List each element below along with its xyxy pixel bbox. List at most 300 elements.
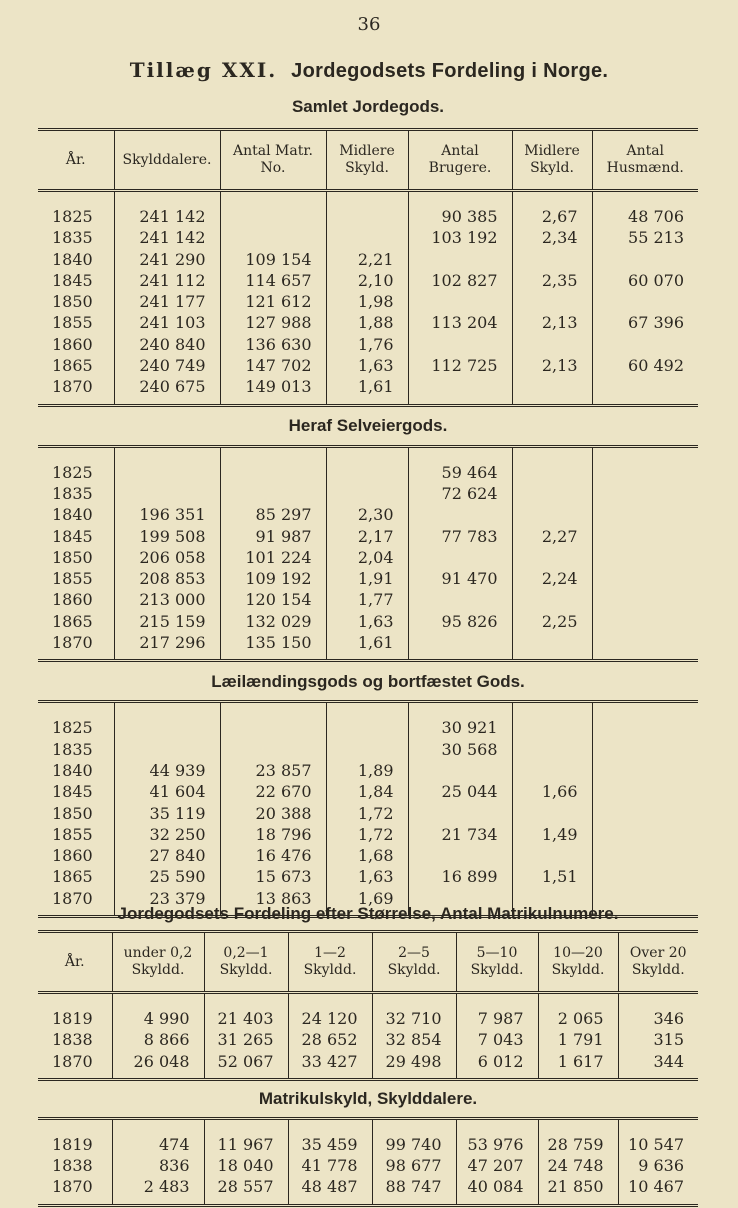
table-cell: 53 976 bbox=[456, 1134, 538, 1155]
table-cell: 1,61 bbox=[326, 632, 408, 653]
table-cell bbox=[592, 504, 698, 525]
table-cell: 213 000 bbox=[114, 589, 220, 610]
table-cell: 2,67 bbox=[512, 206, 592, 227]
column-header: Antal Matr. No. bbox=[220, 130, 326, 191]
table-cell: 149 013 bbox=[220, 376, 326, 397]
table-cell bbox=[408, 845, 512, 866]
table-cell: 47 207 bbox=[456, 1155, 538, 1176]
year-cell: 1870 bbox=[52, 377, 93, 397]
table-cell bbox=[326, 227, 408, 248]
table-cell: 28 652 bbox=[288, 1029, 372, 1050]
table-cell bbox=[408, 547, 512, 568]
table-cell: 2,35 bbox=[512, 270, 592, 291]
table-cell: 24 748 bbox=[538, 1155, 618, 1176]
title-text: Jordegodsets Fordeling i Norge. bbox=[291, 60, 609, 82]
table-cell: 240 840 bbox=[114, 334, 220, 355]
table-cell: 44 939 bbox=[114, 760, 220, 781]
section-body bbox=[38, 191, 698, 406]
table-row bbox=[38, 291, 698, 312]
column-header: 2—5 Skyldd. bbox=[372, 932, 456, 993]
table-row bbox=[38, 1155, 698, 1176]
table-cell: 25 044 bbox=[408, 781, 512, 802]
year-cell: 1845 bbox=[52, 782, 93, 802]
table-row bbox=[38, 781, 698, 802]
table-cell bbox=[326, 462, 408, 483]
table-cell: 91 987 bbox=[220, 526, 326, 547]
year-cell: 1835 bbox=[52, 483, 93, 503]
table-cell: 1,51 bbox=[512, 866, 592, 887]
table-cell: 27 840 bbox=[114, 845, 220, 866]
table-row bbox=[38, 526, 698, 547]
table-cell bbox=[512, 483, 592, 504]
section-title: Matrikulskyld, Skylddalere. bbox=[258, 1089, 478, 1109]
table-cell bbox=[408, 760, 512, 781]
table-row bbox=[38, 611, 698, 632]
table-cell bbox=[220, 739, 326, 760]
year-cell: 1860 bbox=[52, 334, 93, 354]
table-cell: 24 120 bbox=[288, 1008, 372, 1029]
year-cell: 1845 bbox=[52, 270, 93, 290]
table-cell: 1,63 bbox=[326, 355, 408, 376]
table-cell bbox=[592, 824, 698, 845]
table-cell bbox=[220, 483, 326, 504]
column-header: Antal Brugere. bbox=[408, 130, 512, 191]
section-heading-row bbox=[38, 405, 698, 446]
year-cell: 1825 bbox=[52, 718, 93, 738]
table-cell: 135 150 bbox=[220, 632, 326, 653]
table-cell bbox=[592, 291, 698, 312]
section-title: Heraf Selveiergods. bbox=[288, 416, 448, 436]
year-cell: 1835 bbox=[52, 228, 93, 248]
table-cell: 103 192 bbox=[408, 227, 512, 248]
table-cell: 109 192 bbox=[220, 568, 326, 589]
table-cell: 147 702 bbox=[220, 355, 326, 376]
table-cell bbox=[220, 462, 326, 483]
year-cell: 1855 bbox=[52, 569, 93, 589]
table-cell: 21 403 bbox=[204, 1008, 288, 1029]
size-distribution-table bbox=[38, 898, 698, 1207]
table-cell: 199 508 bbox=[114, 526, 220, 547]
page-title bbox=[0, 58, 738, 83]
table-cell: 90 385 bbox=[408, 206, 512, 227]
table-cell: 33 427 bbox=[288, 1051, 372, 1072]
table-cell: 121 612 bbox=[220, 291, 326, 312]
table-cell: 16 476 bbox=[220, 845, 326, 866]
table-cell bbox=[592, 781, 698, 802]
main-table bbox=[38, 128, 698, 918]
table-cell: 241 112 bbox=[114, 270, 220, 291]
table-cell: 1,72 bbox=[326, 803, 408, 824]
year-cell: 1850 bbox=[52, 803, 93, 823]
table-row bbox=[38, 547, 698, 568]
column-header: Over 20 Skyldd. bbox=[618, 932, 698, 993]
table-cell bbox=[592, 589, 698, 610]
table-cell: 41 778 bbox=[288, 1155, 372, 1176]
table-row bbox=[38, 632, 698, 653]
table-cell: 2,04 bbox=[326, 547, 408, 568]
table-cell bbox=[592, 334, 698, 355]
year-cell: 1819 bbox=[52, 1134, 93, 1154]
table-cell bbox=[592, 249, 698, 270]
table-cell: 35 119 bbox=[114, 803, 220, 824]
table-cell: 4 990 bbox=[112, 1008, 204, 1029]
table-cell: 346 bbox=[618, 1008, 698, 1029]
table-cell: 1,68 bbox=[326, 845, 408, 866]
table-cell bbox=[512, 249, 592, 270]
year-cell: 1855 bbox=[52, 824, 93, 844]
table-cell bbox=[220, 227, 326, 248]
table-cell: 10 467 bbox=[618, 1176, 698, 1197]
table-cell: 315 bbox=[618, 1029, 698, 1050]
year-cell: 1865 bbox=[52, 867, 93, 887]
table-cell: 1,76 bbox=[326, 334, 408, 355]
table-cell: 136 630 bbox=[220, 334, 326, 355]
table-cell: 31 265 bbox=[204, 1029, 288, 1050]
table-cell: 10 547 bbox=[618, 1134, 698, 1155]
table-row bbox=[38, 334, 698, 355]
table-cell bbox=[592, 462, 698, 483]
table-cell: 2,10 bbox=[326, 270, 408, 291]
table-cell: 21 850 bbox=[538, 1176, 618, 1197]
table-cell: 1,66 bbox=[512, 781, 592, 802]
table-header-row bbox=[38, 932, 698, 993]
table-cell: 48 706 bbox=[592, 206, 698, 227]
year-cell: 1825 bbox=[52, 207, 93, 226]
year-cell: 1825 bbox=[52, 462, 93, 482]
table-cell bbox=[220, 206, 326, 227]
table-cell bbox=[408, 632, 512, 653]
table-cell bbox=[512, 291, 592, 312]
table-cell: 9 636 bbox=[618, 1155, 698, 1176]
table-cell: 6 012 bbox=[456, 1051, 538, 1072]
year-cell: 1840 bbox=[52, 760, 93, 780]
table-cell: 101 224 bbox=[220, 547, 326, 568]
table-cell: 8 866 bbox=[112, 1029, 204, 1050]
year-cell: 1865 bbox=[52, 356, 93, 376]
table-cell bbox=[326, 206, 408, 227]
table-row bbox=[38, 717, 698, 738]
table-cell bbox=[592, 483, 698, 504]
table-cell bbox=[512, 845, 592, 866]
year-cell: 1840 bbox=[52, 249, 93, 269]
size-table bbox=[38, 930, 698, 1207]
table-cell: 26 048 bbox=[112, 1051, 204, 1072]
section-body bbox=[38, 993, 698, 1080]
table-cell: 217 296 bbox=[114, 632, 220, 653]
section-body bbox=[38, 702, 698, 917]
table-cell bbox=[592, 760, 698, 781]
year-cell: 1870 bbox=[52, 888, 93, 908]
table-cell bbox=[592, 376, 698, 397]
year-cell: 1850 bbox=[52, 547, 93, 567]
table-cell: 98 677 bbox=[372, 1155, 456, 1176]
table-cell: 1,72 bbox=[326, 824, 408, 845]
table-cell: 241 142 bbox=[114, 227, 220, 248]
table-cell bbox=[114, 739, 220, 760]
table-cell: 18 796 bbox=[220, 824, 326, 845]
table-row bbox=[38, 866, 698, 887]
table-cell bbox=[512, 632, 592, 653]
column-header: År. bbox=[38, 130, 114, 191]
table-cell: 7 987 bbox=[456, 1008, 538, 1029]
column-header: Skylddalere. bbox=[114, 130, 220, 191]
table-cell bbox=[408, 291, 512, 312]
table-cell: 113 204 bbox=[408, 312, 512, 333]
table-row bbox=[38, 803, 698, 824]
table-cell bbox=[408, 376, 512, 397]
table-row bbox=[38, 568, 698, 589]
table-cell bbox=[592, 803, 698, 824]
table-cell bbox=[220, 717, 326, 738]
year-cell: 1865 bbox=[52, 611, 93, 631]
table-cell: 1 617 bbox=[538, 1051, 618, 1072]
table-cell: 2,21 bbox=[326, 249, 408, 270]
year-cell: 1835 bbox=[52, 739, 93, 759]
table-row bbox=[38, 760, 698, 781]
table-cell: 23 379 bbox=[114, 888, 220, 909]
table-cell: 40 084 bbox=[456, 1176, 538, 1197]
table-cell: 1 791 bbox=[538, 1029, 618, 1050]
table-cell: 25 590 bbox=[114, 866, 220, 887]
table-cell: 1,63 bbox=[326, 611, 408, 632]
table-cell bbox=[114, 483, 220, 504]
table-cell bbox=[408, 249, 512, 270]
table-cell: 91 470 bbox=[408, 568, 512, 589]
table-row bbox=[38, 504, 698, 525]
table-cell: 52 067 bbox=[204, 1051, 288, 1072]
table-cell: 28 557 bbox=[204, 1176, 288, 1197]
table-cell: 2,13 bbox=[512, 312, 592, 333]
table-cell: 15 673 bbox=[220, 866, 326, 887]
table-cell: 241 103 bbox=[114, 312, 220, 333]
table-cell: 1,77 bbox=[326, 589, 408, 610]
table-cell: 32 710 bbox=[372, 1008, 456, 1029]
table-cell: 59 464 bbox=[408, 462, 512, 483]
table-cell bbox=[592, 547, 698, 568]
table-cell: 30 568 bbox=[408, 739, 512, 760]
section-heading-row bbox=[38, 661, 698, 702]
table-cell: 7 043 bbox=[456, 1029, 538, 1050]
table-row bbox=[38, 1008, 698, 1029]
table-cell: 67 396 bbox=[592, 312, 698, 333]
table-cell bbox=[592, 526, 698, 547]
table-cell bbox=[114, 462, 220, 483]
section-heading-row bbox=[38, 1079, 698, 1118]
table-cell: 60 492 bbox=[592, 355, 698, 376]
table-cell: 241 290 bbox=[114, 249, 220, 270]
table-cell bbox=[408, 334, 512, 355]
table-cell: 2 065 bbox=[538, 1008, 618, 1029]
section-title: Jordegodsets Fordeling efter Størrelse, Antal Matrikulnumere. bbox=[117, 904, 619, 923]
table-cell: 55 213 bbox=[592, 227, 698, 248]
table-cell: 1,69 bbox=[326, 888, 408, 909]
table-cell: 1,98 bbox=[326, 291, 408, 312]
table-cell bbox=[592, 739, 698, 760]
table-cell bbox=[326, 717, 408, 738]
table-cell bbox=[408, 504, 512, 525]
table-cell: 127 988 bbox=[220, 312, 326, 333]
table-row bbox=[38, 1134, 698, 1155]
year-cell: 1845 bbox=[52, 526, 93, 546]
table-cell: 48 487 bbox=[288, 1176, 372, 1197]
table-row bbox=[38, 249, 698, 270]
table-cell: 2,13 bbox=[512, 355, 592, 376]
year-cell: 1870 bbox=[52, 633, 93, 653]
column-header: Midlere Skyld. bbox=[326, 130, 408, 191]
table-cell: 85 297 bbox=[220, 504, 326, 525]
table-row bbox=[38, 312, 698, 333]
section-title: Samlet Jordegods. bbox=[291, 97, 445, 116]
table-cell: 72 624 bbox=[408, 483, 512, 504]
table-cell: 18 040 bbox=[204, 1155, 288, 1176]
column-header: Midlere Skyld. bbox=[512, 130, 592, 191]
table-cell bbox=[592, 717, 698, 738]
table-cell: 88 747 bbox=[372, 1176, 456, 1197]
year-cell: 1860 bbox=[52, 846, 93, 866]
section-title: Læilændingsgods og bortfæstet Gods. bbox=[211, 671, 525, 691]
table-cell bbox=[512, 376, 592, 397]
table-row bbox=[38, 589, 698, 610]
table-cell: 22 670 bbox=[220, 781, 326, 802]
table-cell: 1,91 bbox=[326, 568, 408, 589]
column-header: Antal Husmænd. bbox=[592, 130, 698, 191]
table-cell bbox=[114, 717, 220, 738]
table-cell: 215 159 bbox=[114, 611, 220, 632]
table-cell bbox=[408, 589, 512, 610]
table-cell bbox=[512, 334, 592, 355]
table-cell: 109 154 bbox=[220, 249, 326, 270]
table-row bbox=[38, 355, 698, 376]
table-row bbox=[38, 1029, 698, 1050]
table-row bbox=[38, 270, 698, 291]
page-number: 36 bbox=[357, 14, 381, 35]
table-row bbox=[38, 1051, 698, 1072]
table-cell bbox=[592, 845, 698, 866]
table-cell bbox=[326, 483, 408, 504]
year-cell: 1855 bbox=[52, 313, 93, 333]
table-cell: 2,17 bbox=[326, 526, 408, 547]
year-cell: 1838 bbox=[52, 1030, 93, 1050]
table-row bbox=[38, 845, 698, 866]
year-cell: 1870 bbox=[52, 1051, 93, 1071]
table-cell bbox=[326, 739, 408, 760]
table-row bbox=[38, 483, 698, 504]
table-cell: 28 759 bbox=[538, 1134, 618, 1155]
table-row bbox=[38, 376, 698, 397]
table-cell: 132 029 bbox=[220, 611, 326, 632]
table-cell: 41 604 bbox=[114, 781, 220, 802]
table-cell: 2,27 bbox=[512, 526, 592, 547]
year-cell: 1860 bbox=[52, 590, 93, 610]
table-cell: 1,88 bbox=[326, 312, 408, 333]
table-row bbox=[38, 206, 698, 227]
table-row bbox=[38, 1176, 698, 1197]
table-cell: 2,34 bbox=[512, 227, 592, 248]
year-cell: 1840 bbox=[52, 505, 93, 525]
table-cell: 99 740 bbox=[372, 1134, 456, 1155]
table-cell: 20 388 bbox=[220, 803, 326, 824]
table-cell: 23 857 bbox=[220, 760, 326, 781]
table-header-row bbox=[38, 130, 698, 191]
table-cell: 32 854 bbox=[372, 1029, 456, 1050]
table-row bbox=[38, 739, 698, 760]
column-header: under 0,2 Skyldd. bbox=[112, 932, 204, 993]
table-cell: 240 675 bbox=[114, 376, 220, 397]
table-cell bbox=[512, 504, 592, 525]
appendix-label: Tillæg XXI. bbox=[129, 58, 278, 82]
table-row bbox=[38, 462, 698, 483]
table-cell: 21 734 bbox=[408, 824, 512, 845]
table-cell: 1,61 bbox=[326, 376, 408, 397]
table-cell: 13 863 bbox=[220, 888, 326, 909]
section-body bbox=[38, 446, 698, 661]
column-header: 1—2 Skyldd. bbox=[288, 932, 372, 993]
table-cell bbox=[512, 462, 592, 483]
table-cell bbox=[408, 803, 512, 824]
table-cell: 344 bbox=[618, 1051, 698, 1072]
column-header: 10—20 Skyldd. bbox=[538, 932, 618, 993]
year-cell: 1838 bbox=[52, 1156, 93, 1176]
table-cell bbox=[592, 568, 698, 589]
table-cell bbox=[512, 589, 592, 610]
column-header: 0,2—1 Skyldd. bbox=[204, 932, 288, 993]
table-cell: 240 749 bbox=[114, 355, 220, 376]
table-cell: 836 bbox=[112, 1155, 204, 1176]
table-cell: 2,30 bbox=[326, 504, 408, 525]
distribution-table bbox=[38, 92, 698, 918]
table-cell: 241 177 bbox=[114, 291, 220, 312]
table-cell: 208 853 bbox=[114, 568, 220, 589]
table-cell: 196 351 bbox=[114, 504, 220, 525]
table-cell: 241 142 bbox=[114, 206, 220, 227]
table-cell bbox=[512, 760, 592, 781]
table-cell: 2,24 bbox=[512, 568, 592, 589]
table-cell bbox=[512, 739, 592, 760]
table-cell: 30 921 bbox=[408, 717, 512, 738]
table-cell: 2,25 bbox=[512, 611, 592, 632]
table-cell: 1,89 bbox=[326, 760, 408, 781]
table-cell: 32 250 bbox=[114, 824, 220, 845]
table-cell: 102 827 bbox=[408, 270, 512, 291]
table-cell: 35 459 bbox=[288, 1134, 372, 1155]
table-cell: 1,49 bbox=[512, 824, 592, 845]
table-cell: 29 498 bbox=[372, 1051, 456, 1072]
year-cell: 1819 bbox=[52, 1009, 93, 1028]
year-cell: 1870 bbox=[52, 1177, 93, 1197]
table-cell: 206 058 bbox=[114, 547, 220, 568]
table-cell: 120 154 bbox=[220, 589, 326, 610]
year-cell: 1850 bbox=[52, 292, 93, 312]
table-cell bbox=[592, 866, 698, 887]
table-cell: 1,63 bbox=[326, 866, 408, 887]
table-cell: 77 783 bbox=[408, 526, 512, 547]
table-cell: 95 826 bbox=[408, 611, 512, 632]
table-cell: 60 070 bbox=[592, 270, 698, 291]
table-cell: 11 967 bbox=[204, 1134, 288, 1155]
table-cell bbox=[592, 611, 698, 632]
table-cell bbox=[592, 632, 698, 653]
table-cell: 112 725 bbox=[408, 355, 512, 376]
table-cell: 2 483 bbox=[112, 1176, 204, 1197]
table-cell: 1,84 bbox=[326, 781, 408, 802]
column-header: År. bbox=[38, 932, 112, 993]
table-cell: 474 bbox=[112, 1134, 204, 1155]
section-body bbox=[38, 1118, 698, 1205]
table-cell bbox=[512, 547, 592, 568]
table-row bbox=[38, 227, 698, 248]
table-row bbox=[38, 824, 698, 845]
table-cell: 114 657 bbox=[220, 270, 326, 291]
